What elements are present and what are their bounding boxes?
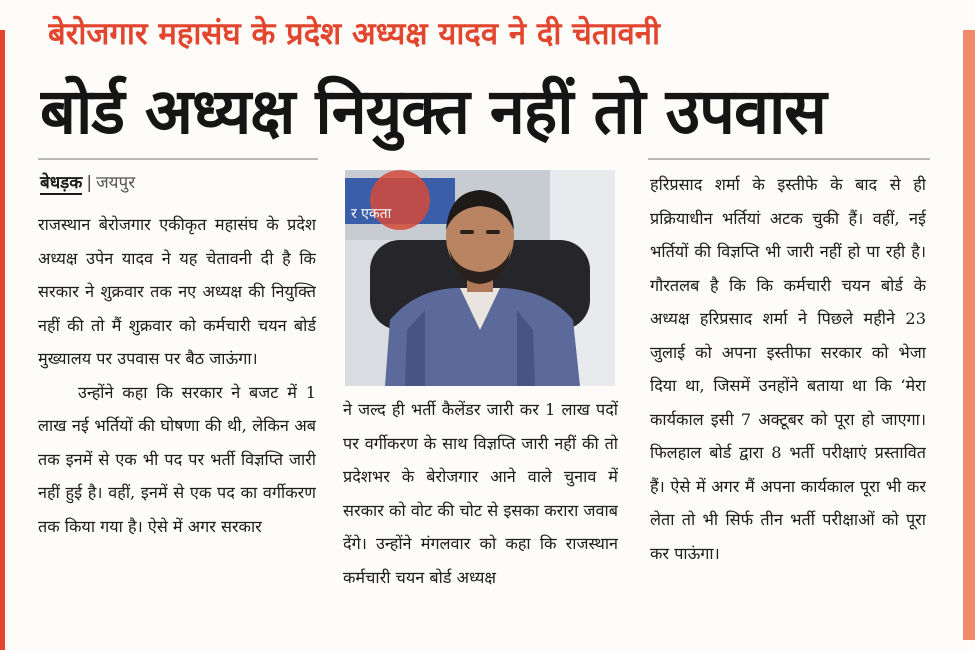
- article-column-2: [343, 393, 618, 651]
- dateline: [40, 168, 320, 198]
- article-column-3: [650, 168, 926, 648]
- dateline-city: जयपुर: [96, 173, 136, 193]
- column1-paragraph-2: उन्होंने कहा कि सरकार ने बजट में 1 लाख नई भर्तियों की घोषणा की थी, लेकिन अब तक इनमें से एक भी पद पर भर्ती विज्ञप्ति जारी नहीं हुई है। वहीं, इनमें से एक पद का वर्गीकरण तक किया गया है। ऐसे में अगर सरकार: [38, 382, 316, 536]
- main-headline: बोर्ड अध्यक्ष नियुक्त नहीं तो उपवास: [40, 75, 826, 148]
- dateline-separator: |: [86, 173, 93, 193]
- kicker-headline: बेरोजगार महासंघ के प्रदेश अध्यक्ष यादव ने दी चेतावनी: [48, 16, 661, 52]
- column1-top-rule: [38, 158, 318, 160]
- left-page-edge: [0, 30, 5, 650]
- column3-paragraph-1: हरिप्रसाद शर्मा के इस्तीफे के बाद से ही प्रक्रियाधीन भर्तियां अटक चुकी हैं। वहीं, नई भर्तियों की विज्ञप्ति भी जारी नहीं हो पा रही है। गौरतलब है कि कि कर्मचारी चयन बोर्ड के अध्यक्ष हरिप्रसाद शर्मा ने पिछले महीने 23 जुलाई को अपना इस्तीफा सरकार को भेजा दिया था, जिसमें उनहोंने बताया था कि ‘मेरा कार्यकाल इसी 7 अक्टूबर को पूरा हो जाएगा। फिलहाल बोर्ड द्वारा 8 भर्ती परीक्षाएं प्रस्तावित हैं। ऐसे में अगर मैं अपना कार्यकाल पूरा भी कर लेता तो भी सिर्फ तीन भर्ती परीक्षाओं को पूरा कर पाऊंगा।: [650, 175, 926, 563]
- dateline-agency: बेधड़क: [40, 173, 83, 193]
- article-photo: [345, 170, 615, 386]
- right-page-edge: [963, 30, 975, 640]
- column2-paragraph-1: ने जल्द ही भर्ती कैलेंडर जारी कर 1 लाख पदों पर वर्गीकरण के साथ विज्ञप्ति जारी नहीं की तो प्रदेशभर के बेरोजगार आने वाले चुनाव में सरकार को वोट की चोट से इसका करारा जवाब देंगे। उन्होंने मंगलवार को कहा कि राजस्थान कर्मचारी चयन बोर्ड अध्यक्ष: [343, 400, 618, 587]
- banner-text: र एकता: [351, 206, 392, 222]
- column1-paragraph-1: राजस्थान बेरोजगार एकीकृत महासंघ के प्रदेश अध्यक्ष उपेन यादव ने यह चेतावनी दी है कि सरकार ने शुक्रवार तक नए अध्यक्ष की नियुक्ति नहीं की तो मैं शुक्रवार को कर्मचारी चयन बोर्ड मुख्यालय पर उपवास पर बैठ जाऊंगा।: [38, 215, 316, 368]
- person-photo-illustration: [345, 170, 615, 386]
- article-column-1: [38, 208, 316, 648]
- column3-top-rule: [648, 158, 930, 160]
